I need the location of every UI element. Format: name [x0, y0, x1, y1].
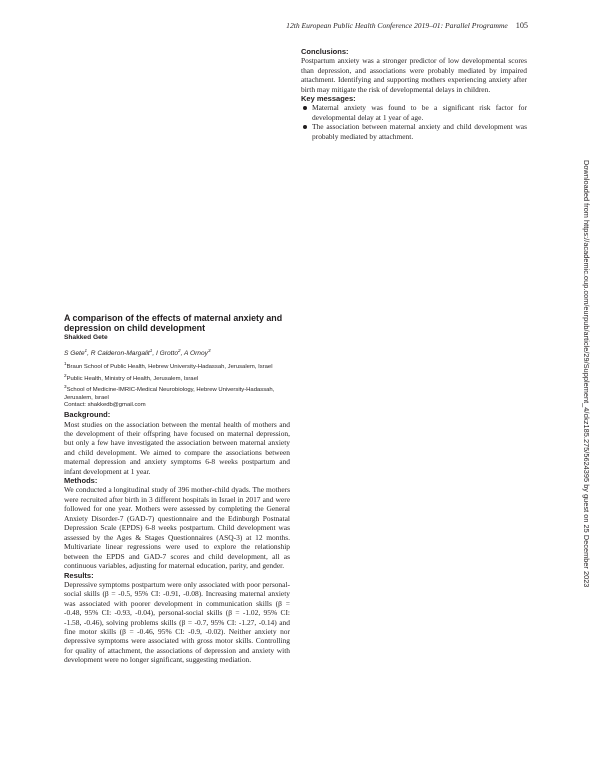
- author-sup: 2: [178, 348, 181, 354]
- results-text: Depressive symptoms postpartum were only associated with poor personal-social skills (β = -0.5, 95% CI: -0.91, -0.08). Increasing maternal anxiety was associated with poorer development in communication skills (β = -0.48, 95% CI: -0.93, -0.04), personal-social skills (β = -1.02, 95% CI: -1.58, -0.46), solving problems skills (β = -0.7, 95% CI: -1.27, -0.14) and fine motor skills (β = -0.46, 95% CI: -0.9, -0.02). Neither anxiety nor depressive symptoms were associated with gross motor skills. Controlling for quality of attachment, the associations of depression and anxiety with development were no longer significant, suggesting mediation.: [64, 579, 290, 665]
- page-number: 105: [515, 21, 528, 30]
- affiliation-text: School of Medicine-IMRIC-Medical Neurobiology, Hebrew University-Hadassah, Jerusalem, Israel: [64, 387, 275, 401]
- key-message-text: The association between maternal anxiety and child development was probably mediated by attachment.: [312, 122, 527, 141]
- affiliation: [64, 372, 290, 383]
- key-messages-list: [301, 103, 527, 141]
- author-name: S Gete: [64, 350, 85, 358]
- previous-abstract-continuation: [301, 47, 527, 141]
- affiliation: [64, 360, 290, 371]
- affiliation-text: Braun School of Public Health, Hebrew University-Hadassah, Jerusalem, Israel: [66, 364, 273, 371]
- author-name: A Ornoy: [183, 350, 208, 358]
- contact-email: Contact: shakkedb@gmail.com: [64, 401, 146, 408]
- author-sup: 3: [207, 348, 211, 354]
- author-sup: 1: [84, 348, 88, 354]
- key-message-item: [301, 103, 527, 122]
- background-text: Most studies on the association between the mental health of mothers and the development of their offspring have focused on maternal depression, but only a few have investigated the association between maternal anxiety and child development. We aimed to compare the associations between maternal depression and anxiety symptoms 6-8 weeks postpartum and infant development at 1 year.: [64, 419, 290, 476]
- abstract-title: A comparison of the effects of maternal anxiety and depression on child development: [64, 313, 283, 334]
- author-sup: 1: [149, 348, 153, 354]
- conclusions-heading: Conclusions:: [301, 47, 349, 56]
- key-messages-heading: Key messages:: [301, 94, 356, 104]
- methods-heading: Methods:: [64, 476, 98, 486]
- author-list: S Gete$^1$, R Calderon-Margalit$^1$, I Grotto$^2$, A Ornoy$^3$: [64, 348, 211, 358]
- affiliation: [64, 383, 290, 402]
- presenter-name: Shakked Gete: [64, 334, 108, 342]
- background-heading: Background:: [64, 410, 111, 420]
- running-header: [286, 21, 528, 30]
- affiliations: [64, 360, 290, 409]
- bullet-icon: [303, 106, 307, 110]
- author-name: I Grotto: [156, 350, 178, 358]
- affiliation-sup: 3: [64, 384, 67, 390]
- download-side-note: Downloaded from https://academic.oup.com/eurpub/article/29/Supplement_4/ckz185.275/5624395 by guest on 25 December 2023: [582, 160, 591, 588]
- running-title: 12th European Public Health Conference 2019–01: Parallel Programme: [286, 21, 508, 30]
- author-name: R Calderon-Margalit: [90, 350, 150, 358]
- key-message-text: Maternal anxiety was found to be a significant risk factor for developmental delay at 1 year of age.: [312, 103, 527, 122]
- affiliation-sup: 2: [64, 372, 67, 378]
- affiliation-sup: 1: [64, 361, 67, 367]
- key-message-item: [301, 122, 527, 141]
- results-heading: Results:: [64, 570, 94, 580]
- methods-text: We conducted a longitudinal study of 396 mother-child dyads. The mothers were recruited after birth in 3 different hospitals in Israel in 2017 and were followed for one year. Mothers were assessed by completing the General Anxiety Disorder-7 (GAD-7) questionnaire and the Edinburgh Postnatal Depression Scale (EPDS) 6-8 weeks postpartum. Child development was assessed by the Ages & Stages Questionnaires (ASQ-3) at 12 months. Multivariate linear regressions were used to explore the relationship between the EPDS and GAD-7 scores and child development, all as continuous variables, adjusting for maternal education, parity, and gender.: [64, 485, 290, 571]
- abstract: [64, 313, 290, 665]
- conclusions-text: Postpartum anxiety was a stronger predictor of low developmental scores than depression, and associations were probably mediated by impaired attachment. Identifying and supporting mothers experiencing anxiety after birth may mitigate the risk of developmental delays in children.: [301, 56, 527, 94]
- affiliation-text: Public Health, Ministry of Health, Jerusalem, Israel: [66, 375, 199, 382]
- bullet-icon: [303, 125, 307, 129]
